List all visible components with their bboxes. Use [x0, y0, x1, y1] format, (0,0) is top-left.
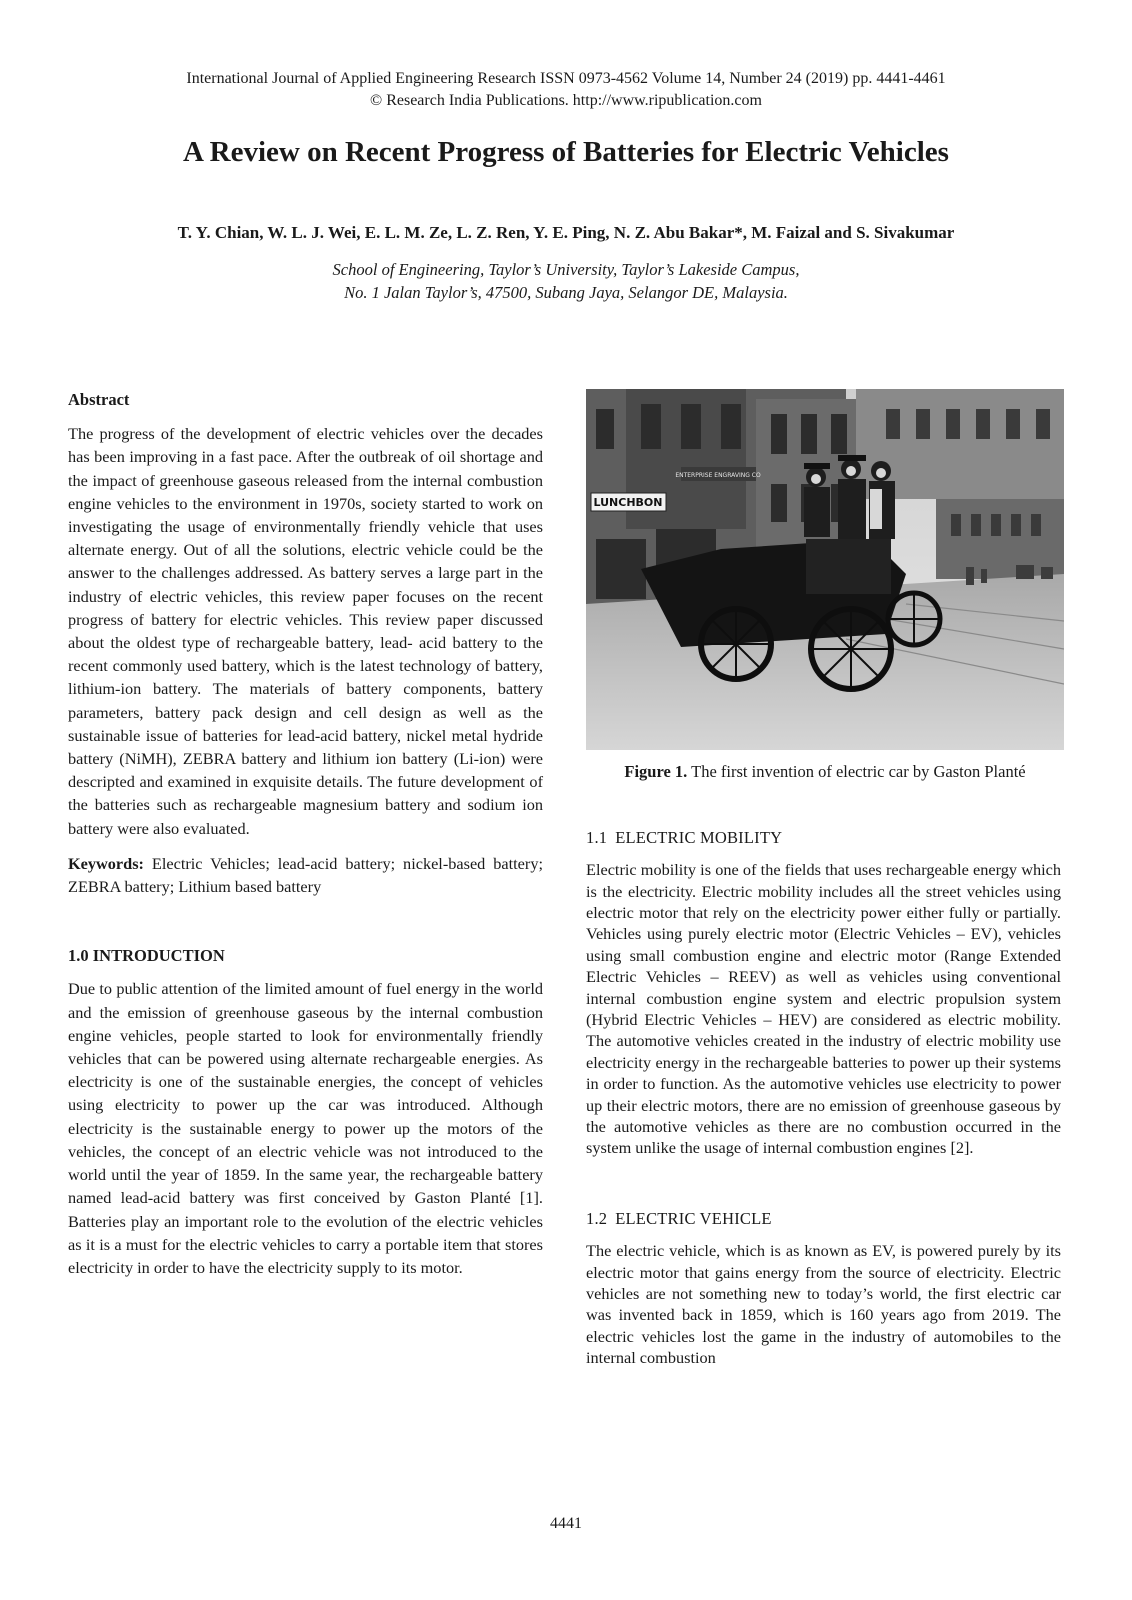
section-1-2-title: ELECTRIC VEHICLE: [615, 1208, 772, 1228]
figure-1-photo: [586, 389, 1064, 750]
affiliation-line-2: No. 1 Jalan Taylor’s, 47500, Subang Jaya, Selangor DE, Malaysia.: [344, 283, 788, 302]
figure-1-caption: [586, 762, 1064, 782]
paper-title: A Review on Recent Progress of Batteries for Electric Vehicles: [183, 136, 949, 168]
lunchbon-sign: LUNCHBON: [593, 496, 663, 509]
engraving-sign: ENTERPRISE ENGRAVING CO: [675, 472, 761, 479]
abstract-heading: Abstract: [68, 390, 130, 409]
section-1-1-text: Electric mobility is one of the fields that uses rechargeable energy which is the electricity. Electric mobility includes all the street vehicles using electric motor that rely on the electricity power either fully or partially. Vehicles using purely electric motor (Electric Vehicles – EV), vehicles using small combustion engine and electric motor (Range Extended Electric Vehicles – REEV) as well as vehicles using conventional internal combustion engine system and electric propulsion system (Hybrid Electric Vehicles – HEV) are considered as electric mobility. The automotive vehicles created in the industry of electric mobility use electricity energy in the rechargeable batteries to power up their systems in order to function. As the automotive vehicles use electricity to power up their electric motors, there are no emission of greenhouse gaseous by the automotive vehicles as there are no combustion occurred in the system unlike the usage of internal combustion engines [2].: [586, 860, 1061, 1158]
keywords-label: Keywords:: [68, 853, 144, 873]
author-list: T. Y. Chian, W. L. J. Wei, E. L. M. Ze, L. Z. Ren, Y. E. Ping, N. Z. Abu Bakar*, M. Faizal and S. Sivakumar: [177, 223, 955, 242]
left-column: [68, 388, 543, 1279]
section-1-2-text: The electric vehicle, which is as known as EV, is powered purely by its electric motor that gains energy from the source of electricity. Electric vehicles are not something new to today’s world, the first electric car was invented back in 1859, which is 160 years ago from 2019. The electric vehicles lost the game in the industry of automobiles to the internal combustion: [586, 1241, 1061, 1368]
introduction-text: Due to public attention of the limited amount of fuel energy in the world and the emission of greenhouse gaseous by the internal combustion engine vehicles, people started to look for environmentally friendly vehicles that can be powered using alternate rechargeable energies. As electricity is one of the sustainable energies, the concept of vehicles using electricity to power up the car was introduced. Although electricity is the sustainable energy to power up the motors of the vehicles, the concept of an electric vehicle was not introduced to the world until the year of 1859. In the same year, the rechargeable battery named lead-acid battery was first conceived by Gaston Planté [1]. Batteries play an important role to the evolution of the electric vehicles as it is a must for the electric vehicles to carry a portable item that stores electricity in order to have the electricity supply to its motor.: [68, 979, 543, 1277]
section-1-1-title: ELECTRIC MOBILITY: [615, 828, 783, 847]
figure-label: Figure 1.: [624, 762, 688, 781]
section-1-2-heading: [586, 1207, 1061, 1230]
section-1-1-heading: [586, 826, 1061, 849]
journal-header: [0, 68, 1132, 112]
figure-caption-text: The first invention of electric car by Gaston Planté: [687, 762, 1026, 781]
affiliation-line-1: School of Engineering, Taylor’s University, Taylor’s Lakeside Campus,: [332, 260, 800, 279]
right-column: [586, 826, 1061, 1369]
introduction-heading: 1.0 INTRODUCTION: [68, 946, 225, 966]
section-1-1-number: 1.1: [586, 828, 608, 847]
keywords: [68, 852, 543, 898]
abstract-text: The progress of the development of electric vehicles over the decades has been improving in a fast pace. After the outbreak of oil shortage and the impact of greenhouse gaseous released from the internal combustion engine vehicles to the environment in 1970s, society started to work on investigating the usage of environmentally friendly vehicle that uses alternate energy. Out of all the solutions, electric vehicle could be the answer to the challenges addressed. As battery serves a large part in the industry of electric vehicles, this review paper focuses on the recent progress of battery for electric vehicles. This review paper discussed about the oldest type of rechargeable battery, lead- acid battery to the recent commonly used battery, which is the latest technology of battery, lithium-ion battery. The materials of battery components, battery parameters, battery pack design and cell design as well as the sustainable issue of batteries for lead-acid battery, nickel metal hydride battery (NiMH), ZEBRA battery and lithium ion battery (Li-ion) were descripted and examined in exquisite details. The future development of the batteries such as rechargeable magnesium battery and sodium ion battery were also evaluated.: [68, 424, 543, 838]
page-number: 4441: [550, 1515, 582, 1532]
keywords-text: Electric Vehicles; lead-acid battery; nickel-based battery; ZEBRA battery; Lithium based battery: [68, 853, 543, 897]
affiliation: [0, 258, 1132, 304]
journal-line: International Journal of Applied Engineering Research ISSN 0973-4562 Volume 14, Number 24 (2019) pp. 4441-4461: [186, 70, 946, 87]
section-1-2-number: 1.2: [586, 1208, 608, 1228]
publisher-line: © Research India Publications. http://www.ripublication.com: [370, 92, 762, 109]
